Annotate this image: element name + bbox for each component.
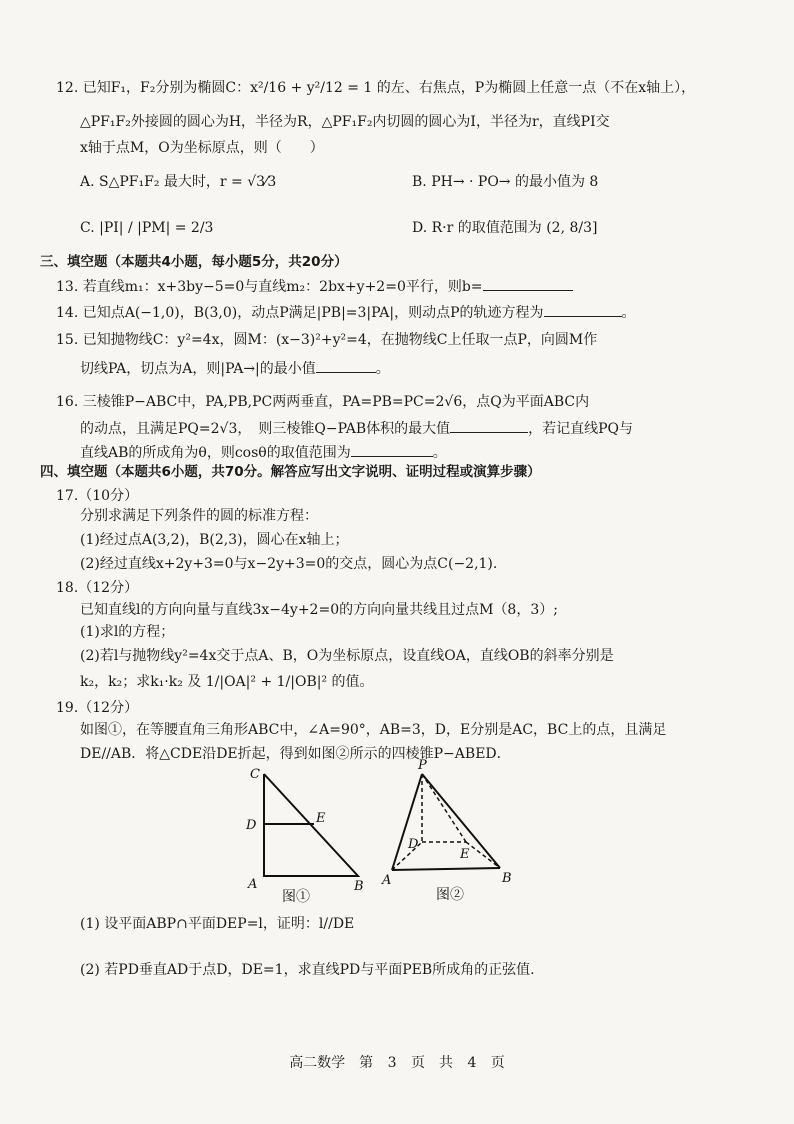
- page-footer: 高二数学 第 3 页 共 4 页: [289, 1055, 505, 1071]
- q12-line3: x轴于点M，O为坐标原点，则（ ）: [80, 140, 324, 156]
- label-p: P: [418, 758, 427, 773]
- q13-answer-blank[interactable]: [483, 276, 573, 291]
- q15-line2: 切线PA，切点为A，则|PA→|的最小值 。: [80, 358, 754, 379]
- figure-1-triangle: [236, 764, 376, 904]
- q15-line1: 15. 已知抛物线C：y²=4x，圆M：(x−3)²+y²=4，在抛物线C上任取一点P，向圆M作: [56, 332, 598, 348]
- edge-ab: [392, 868, 500, 870]
- section4-title: 四、填空题（本题共6小题，共70分。解答应写出文字说明、证明过程或演算步骤）: [40, 464, 541, 480]
- figure-1-caption: 图①: [282, 889, 310, 904]
- label-c: C: [250, 767, 260, 782]
- q14: 14. 已知点A(−1,0)，B(3,0)，动点P满足|PB|=3|PA|，则动点P的轨迹方程为 。: [56, 302, 754, 323]
- q17-head: 17.（10分）: [56, 488, 139, 504]
- q17-line1: 分别求满足下列条件的圆的标准方程：: [80, 508, 318, 524]
- q18-head: 18.（12分）: [56, 580, 139, 596]
- q16-line1: 16. 三棱锥P−ABC中，PA,PB,PC两两垂直，PA=PB=PC=2√6，点Q为平面ABC内: [56, 394, 590, 410]
- label-a2: A: [382, 873, 392, 888]
- q13-text: 13. 若直线m₁：x+3by−5=0与直线m₂：2bx+y+2=0平行，则b=: [56, 279, 483, 295]
- q16-answer-blank-2[interactable]: [351, 442, 433, 457]
- q19-line2: DE//AB．将△CDE沿DE折起，得到如图②所示的四棱锥P−ABED．: [80, 746, 511, 762]
- label-e2: E: [460, 847, 470, 862]
- q18-part1: (1)求l的方程；: [80, 624, 175, 640]
- q16-text-b: ，若记直线PQ与: [528, 421, 634, 437]
- q16-text-c: 直线AB的所成角为θ，则cosθ的取值范围为: [80, 445, 351, 461]
- q19-head: 19.（12分）: [56, 700, 139, 716]
- q15-answer-blank[interactable]: [316, 358, 376, 373]
- figure-2-pyramid: [378, 758, 528, 904]
- q19-part2: (2) 若PD垂直AD于点D，DE=1，求直线PD与平面PEB所成角的正弦值.: [80, 962, 535, 978]
- q18-part2: (2)若l与抛物线y²=4x交于点A、B，O为坐标原点，设直线OA，直线OB的斜率分别是: [80, 648, 614, 664]
- section3-title: 三、填空题（本题共4小题，每小题5分，共20分）: [40, 254, 348, 270]
- q13: [56, 276, 754, 297]
- q17-part2: (2)经过直线x+2y+3=0与x−2y+3=0的交点，圆心为点C(−2,1).: [80, 556, 498, 572]
- q14-text: 14. 已知点A(−1,0)，B(3,0)，动点P满足|PB|=3|PA|，则动点P的轨迹方程为: [56, 305, 544, 321]
- label-b: B: [354, 879, 364, 894]
- q12-option-d: D. R·r 的取值范围为 (2, 8/3]: [412, 220, 598, 236]
- label-a: A: [248, 877, 258, 892]
- q17-part1: (1)经过点A(3,2)，B(2,3)，圆心在x轴上；: [80, 532, 349, 548]
- q18-part2-cont: k₂，k₂；求k₁·k₂ 及 1/|OA|² + 1/|OB|² 的值。: [80, 674, 374, 690]
- q12-option-b: B. PH→ · PO→ 的最小值为 8: [412, 174, 599, 190]
- q19-line1: 如图①，在等腰直角三角形ABC中，∠A=90°，AB=3，D，E分别是AC，BC上的点，且满足: [80, 722, 667, 738]
- q12-option-c: C. |PI| / |PM| = 2/3: [80, 220, 214, 236]
- q16-line2: [80, 418, 754, 439]
- label-e: E: [316, 811, 326, 826]
- q16-text-a: 的动点，且满足PQ=2√3， 则三棱锥Q−PAB体积的最大值: [80, 421, 451, 437]
- q19-part1: (1) 设平面ABP∩平面DEP=l，证明：l//DE: [80, 916, 355, 932]
- q14-answer-blank[interactable]: [544, 302, 622, 317]
- q15-text: 切线PA，切点为A，则|PA→|的最小值: [80, 361, 316, 377]
- q16-answer-blank-1[interactable]: [450, 418, 528, 433]
- q18-line1: 已知直线l的方向向量与直线3x−4y+2=0的方向向量共线且过点M（8，3）;: [80, 602, 558, 618]
- label-d2: D: [408, 837, 419, 852]
- edge-eb: [466, 842, 500, 868]
- q12-line1: 12. 已知F₁，F₂分别为椭圆C：x²/16 + y²/12 = 1 的左、右焦点，P为椭圆上任意一点（不在x轴上），: [56, 80, 696, 96]
- label-b2: B: [502, 871, 512, 886]
- edge-pa: [392, 774, 422, 870]
- label-d: D: [246, 818, 257, 833]
- q12-option-a: A. S△PF₁F₂ 最大时，r = √3⁄3: [80, 174, 277, 190]
- figure-2-caption: 图②: [436, 887, 464, 903]
- edge-pe: [422, 774, 466, 842]
- q16-line3: 直线AB的所成角为θ，则cosθ的取值范围为 。: [80, 442, 754, 463]
- q12-line2: △PF₁F₂外接圆的圆心为H，半径为R，△PF₁F₂内切圆的圆心为I，半径为r，直线PI交: [80, 114, 610, 130]
